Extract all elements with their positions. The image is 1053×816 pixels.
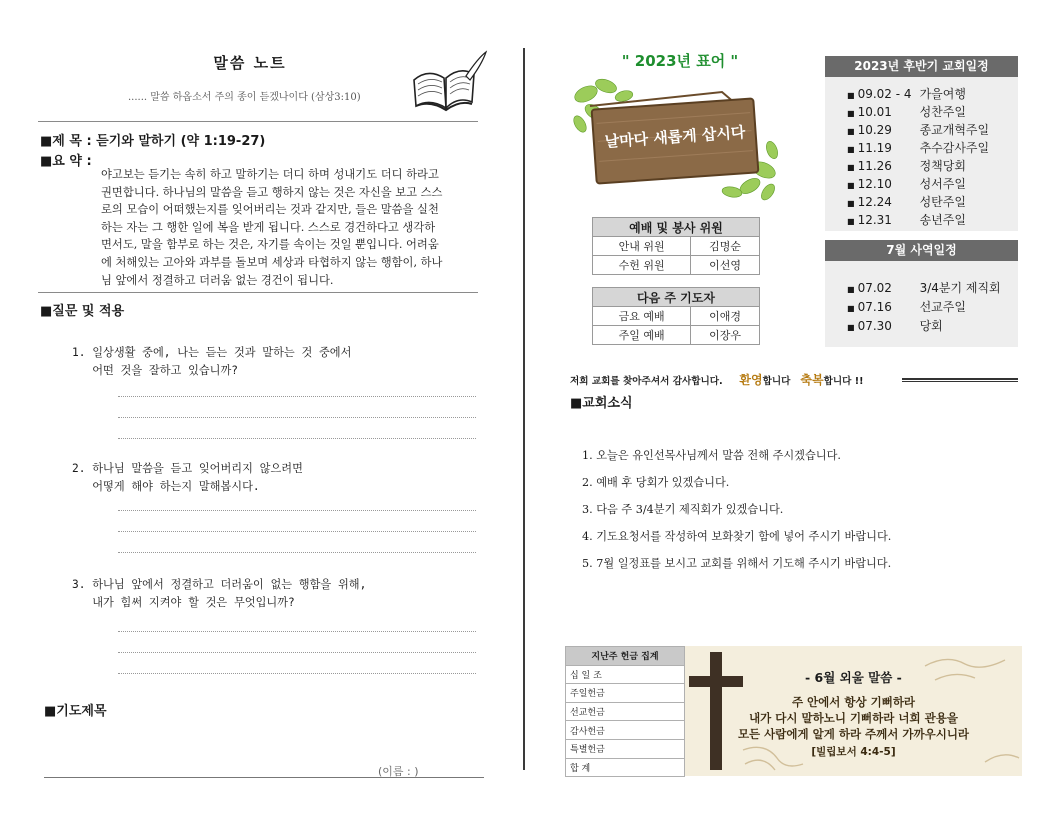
news-item: 4. 기도요청서를 작성하여 보화찾기 함에 넣어 주시기 바랍니다. [582, 530, 892, 543]
news-item: 3. 다음 주 3/4분기 제직회가 있겠습니다. [582, 503, 784, 516]
schedule-header: 2023년 후반기 교회일정 [825, 56, 1018, 77]
summary-line: 님 앞에서 정결하고 더러움 없는 경건이 됩니다. [101, 273, 334, 287]
prayer-topics-label: ■기도제목 [44, 704, 107, 719]
schedule-item: ■ 12.10 성서주일 [847, 177, 966, 191]
schedule-item: ■ 07.30 당회 [847, 319, 943, 333]
summary-rule [38, 292, 478, 293]
page-title: 말씀 노트 [213, 54, 287, 72]
offering-table [565, 646, 685, 777]
answer-line[interactable] [118, 510, 476, 511]
summary-line: 하는 자는 그 행한 일에 복을 받게 됩니다. 스스로 경건하다고 생각하 [101, 220, 436, 234]
verse-line: 주 안에서 항상 기뻐하라 [791, 695, 916, 709]
name-field[interactable]: (이름 : ) [378, 765, 419, 778]
header-rule [38, 121, 478, 122]
table-row: 특별헌금 [566, 739, 685, 758]
sermon-summary [101, 166, 467, 289]
summary-line: 에 처해있는 고아와 과부를 돌보며 세상과 타협하지 않는 행함이, 하나 [101, 255, 443, 269]
answer-line[interactable] [118, 417, 476, 418]
blessing-highlight: 축복 [800, 373, 824, 387]
open-book-quill-icon [408, 50, 488, 114]
church-news-label: ■교회소식 [570, 396, 633, 411]
motto-text: 날마다 새롭게 삽시다 [604, 123, 746, 151]
answer-line[interactable] [118, 531, 476, 532]
schedule-item: ■ 11.26 정책당회 [847, 159, 966, 173]
sermon-topic: ■제 목 : 듣기와 말하기 (약 1:19-27) [40, 134, 266, 149]
table-row: 주일헌금 [566, 684, 685, 703]
summary-line: 야고보는 듣기는 속히 하고 말하기는 더디 하며 성내기도 더디 하라고 [101, 168, 439, 181]
summary-line: 권면합니다. 하나님의 말씀을 듣고 행하지 않는 것은 자신을 보고 스스 [101, 185, 443, 199]
answer-line[interactable] [118, 396, 476, 397]
summary-line: 면서도, 말을 함부로 하는 것은, 자기를 속이는 것일 뿐입니다. 어려움 [101, 238, 439, 252]
summary-label: ■요 약 : [40, 154, 92, 169]
welcome-highlight: 환영 [739, 373, 763, 387]
prayer-leader-table [592, 287, 760, 345]
schedule-box [825, 77, 1018, 231]
table-row: 금요 예배 이애경 [593, 307, 760, 326]
answer-line[interactable] [118, 652, 476, 653]
question-1: 1. 일상생활 중에, 나는 듣는 것과 말하는 것 중에서 어떤 것을 잘하고 있습니까? [72, 346, 352, 377]
table-row: 합 계 [566, 758, 685, 777]
schedule-item: ■ 12.31 송년주일 [847, 213, 966, 227]
schedule-item: ■ 12.24 성탄주일 [847, 195, 966, 209]
memory-verse-box [685, 646, 1022, 776]
scripture-subtitle: ...... 말씀 하옵소서 주의 종이 듣겠나이다 (삼상3:10) [128, 92, 361, 103]
schedule-item: ■ 10.01 성찬주일 [847, 105, 966, 119]
schedule-item: ■ 11.19 추수감사주일 [847, 141, 990, 155]
table-row: 선교헌금 [566, 702, 685, 721]
table-row: 주일 예배 이장우 [593, 326, 760, 345]
july-schedule-header: 7월 사역일정 [825, 240, 1018, 261]
table-row: 감사헌금 [566, 721, 685, 740]
schedule-item: ■ 07.02 3/4분기 제직회 [847, 281, 1001, 295]
worship-service-table [592, 217, 760, 275]
schedule-item: ■ 07.16 선교주일 [847, 300, 966, 314]
summary-line: 로의 모습이 어떠했는지를 잊어버리는 것과 같지만, 들은 말씀을 실천 [101, 203, 439, 217]
verse-title: - 6월 외울 말씀 - [805, 670, 902, 685]
news-item: 5. 7월 일정표를 보시고 교회를 위해서 기도해 주시기 바랍니다. [582, 557, 892, 570]
motto-year: " 2023년 표어 " [621, 52, 739, 70]
table-header: 지난주 헌금 집계 [566, 647, 685, 666]
table-header: 예배 및 봉사 위원 [593, 218, 760, 237]
questions-label: ■질문 및 적용 [40, 304, 125, 319]
table-header: 다음 주 기도자 [593, 288, 760, 307]
verse-line: 내가 다시 말하노니 기뻐하라 너희 관용을 [749, 711, 958, 725]
schedule-item: ■ 10.29 종교개혁주일 [847, 123, 990, 137]
answer-line[interactable] [118, 631, 476, 632]
verse-reference: [빌립보서 4:4-5] [811, 746, 896, 758]
table-row: 안내 위원 김명순 [593, 237, 760, 256]
question-2: 2. 하나님 말씀을 듣고 잊어버리지 않으려면 어떻게 해야 하는지 말해봅시다. [72, 462, 303, 493]
schedule-item: ■ 09.02 - 4 가을여행 [847, 87, 966, 101]
answer-line[interactable] [118, 673, 476, 674]
verse-line: 모든 사람에게 알게 하라 주께서 가까우시니라 [737, 727, 970, 741]
news-item: 1. 오늘은 유인선목사님께서 말씀 전해 주시겠습니다. [582, 449, 841, 462]
page-divider [523, 48, 525, 770]
welcome-rule [902, 378, 1018, 382]
answer-line[interactable] [118, 552, 476, 553]
news-item: 2. 예배 후 당회가 있겠습니다. [582, 476, 730, 489]
answer-line[interactable] [118, 438, 476, 439]
question-3: 3. 하나님 앞에서 정결하고 더러움이 없는 행함을 위해, 내가 힘써 지켜야 할 것은 무엇입니까? [72, 578, 367, 609]
table-row: 십 일 조 [566, 665, 685, 684]
july-schedule-box [825, 261, 1018, 347]
welcome-message: 저희 교회를 찾아주셔서 감사합니다. 환영합니다 축복합니다 !! [570, 373, 864, 387]
table-row: 수헌 위원 이선영 [593, 256, 760, 275]
